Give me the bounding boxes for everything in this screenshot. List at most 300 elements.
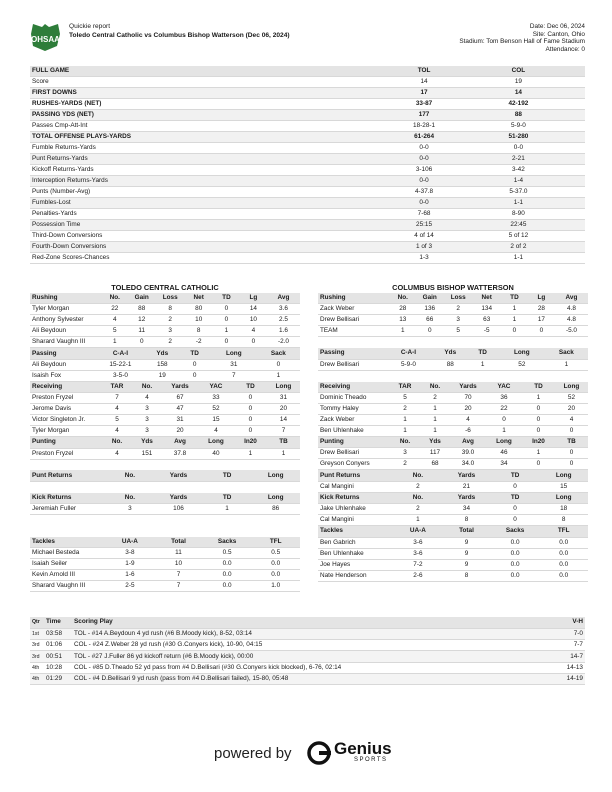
section-header-cell: Kick Returns: [318, 493, 394, 504]
stat-cell: 134: [472, 304, 500, 315]
stat-cell: 1-6: [106, 570, 155, 581]
stat-cell: 63: [472, 315, 500, 326]
section-header-cell: Tackles: [318, 526, 394, 537]
section-header-row: [318, 348, 588, 359]
player-row: [318, 537, 588, 548]
player-row: [318, 504, 588, 515]
section-header-row: [30, 470, 300, 481]
play-qtr: 3rd: [30, 640, 44, 651]
stat-cell: 15: [198, 415, 234, 426]
section-header-cell: Kick Returns: [30, 493, 106, 504]
play-time: 03:58: [44, 628, 72, 639]
stat-cell: 34: [486, 459, 522, 470]
stat-cell: 117: [420, 448, 450, 459]
player-name: Jerome Davis: [30, 404, 102, 415]
player-row: [318, 414, 588, 425]
header-time: Time: [44, 617, 72, 628]
stat-cell: -2.0: [267, 337, 300, 348]
stat-cell: 0.0: [203, 581, 252, 592]
spacer-row: [318, 337, 588, 348]
stat-cell: 1: [102, 337, 127, 348]
section-header-cell: Receiving: [318, 382, 390, 393]
section-header-cell: No.: [390, 437, 420, 448]
header-score: V-H: [545, 617, 585, 628]
stat-cell: 1: [486, 425, 522, 436]
stat-cell: 67: [162, 393, 198, 404]
section-header-cell: TD: [203, 470, 252, 481]
player-name: Sharard Vaughn III: [30, 581, 106, 592]
stat-cell: 3: [156, 326, 184, 337]
stat-label: Penalties-Yards: [30, 209, 396, 220]
player-row: [318, 515, 588, 526]
stat-cell: 0: [234, 415, 267, 426]
player-row: [318, 315, 588, 326]
stat-label: Passes Cmp-Att-Int: [30, 121, 396, 132]
stat-cell: 31: [267, 393, 300, 404]
play-description: COL - #85 D.Theado 52 yd pass from #4 D.Bellisari (#30 G.Conyers kick blocked), 6-76, 02:14: [72, 662, 545, 673]
stat-tol: 14: [396, 77, 452, 88]
section-header-cell: TD: [522, 382, 555, 393]
stat-cell: 14: [240, 304, 267, 315]
stat-cell: 14: [267, 415, 300, 426]
player-row: [30, 404, 300, 415]
stat-cell: 4.8: [555, 304, 588, 315]
player-row: [30, 304, 300, 315]
player-row: [30, 315, 300, 326]
stat-label: Interception Returns-Yards: [30, 176, 396, 187]
stat-cell: 1: [466, 359, 498, 370]
section-header-cell: Gain: [127, 293, 155, 304]
stat-tol: 0-0: [396, 176, 452, 187]
stat-cell: 1: [390, 326, 415, 337]
player-row: [30, 548, 300, 559]
stat-cell: 28: [528, 304, 555, 315]
stat-label: Punts (Number-Avg): [30, 187, 396, 198]
section-header-cell: Punt Returns: [318, 470, 394, 481]
play-score: 7-7: [545, 640, 585, 651]
player-name: Isaish Fox: [30, 370, 95, 381]
away-stat-section: [318, 470, 588, 492]
away-team-title: COLUMBUS BISHOP WATTERSON: [392, 283, 514, 292]
stat-cell: 1: [420, 403, 450, 414]
stat-col: 1-1: [452, 198, 585, 209]
play-score: 14-7: [545, 651, 585, 662]
section-header-row: [318, 526, 588, 537]
summary-row: [30, 121, 585, 132]
stat-label: RUSHES-YARDS (NET): [30, 99, 396, 110]
stat-label: Punt Returns-Yards: [30, 154, 396, 165]
stat-cell: -2: [184, 337, 212, 348]
section-header-cell: No.: [132, 382, 162, 393]
player-name: Drew Bellisari: [318, 448, 390, 459]
section-header-cell: Receiving: [30, 382, 102, 393]
stat-cell: 8: [539, 515, 588, 526]
stat-cell: 9: [442, 537, 491, 548]
stat-cell: -5: [472, 326, 500, 337]
stat-cell: 40: [198, 448, 234, 459]
section-header-cell: Avg: [450, 437, 486, 448]
player-row: [30, 581, 300, 592]
stat-cell: 17: [528, 315, 555, 326]
away-stat-section: [318, 337, 588, 348]
spacer-cell: [30, 526, 300, 537]
stat-cell: 0: [555, 459, 588, 470]
summary-row: [30, 253, 585, 264]
stat-cell: 2: [444, 304, 472, 315]
stat-cell: 3: [132, 415, 162, 426]
spacer-cell: [318, 371, 588, 382]
section-header-cell: Avg: [267, 293, 300, 304]
play-description: TOL - #14 A.Beydoun 4 yd rush (#6 B.Moody kick), 8-52, 03:14: [72, 628, 545, 639]
stat-cell: 1.6: [267, 326, 300, 337]
player-row: [318, 304, 588, 315]
stat-label: PASSING YDS (NET): [30, 110, 396, 121]
play-score: 14-13: [545, 662, 585, 673]
stat-cell: 4: [102, 315, 127, 326]
scoring-plays-table: [30, 617, 585, 685]
player-row: [30, 326, 300, 337]
stat-cell: 31: [162, 415, 198, 426]
home-stat-section: [30, 382, 300, 437]
section-header-row: [318, 437, 588, 448]
section-header-cell: Gain: [415, 293, 443, 304]
section-header-cell: No.: [102, 437, 132, 448]
stat-tol: 1-3: [396, 253, 452, 264]
stat-cell: 0: [522, 459, 555, 470]
player-row: [318, 481, 588, 492]
stat-cell: 0.0: [491, 570, 540, 581]
stat-tol: 33-87: [396, 99, 452, 110]
stat-cell: 0: [178, 359, 210, 370]
stat-cell: 8: [442, 515, 491, 526]
play-description: COL - #4 D.Bellisari 9 yd rush (pass from #4 D.Bellisari failed), 15-80, 05:48: [72, 673, 545, 684]
stat-col: 3-42: [452, 165, 585, 176]
section-header-cell: Yds: [420, 437, 450, 448]
section-header-cell: Yds: [146, 348, 178, 359]
player-name: Nate Henderson: [318, 570, 394, 581]
stat-cell: 1: [257, 370, 300, 381]
stat-cell: 1: [390, 425, 420, 436]
game-title: Toledo Central Catholic vs Columbus Bishop Watterson (Dec 06, 2024): [69, 31, 290, 39]
player-name: Drew Bellisari: [318, 315, 390, 326]
section-header-cell: Net: [472, 293, 500, 304]
section-header-row: [30, 493, 300, 504]
player-name: Victor Singleton Jr.: [30, 415, 102, 426]
stat-col: 2-21: [452, 154, 585, 165]
player-name: Ali Beydoun: [30, 359, 95, 370]
section-header-cell: Sacks: [203, 537, 252, 548]
stat-cell: 0: [555, 425, 588, 436]
away-team-stats: [318, 293, 588, 582]
stat-cell: 4.8: [555, 315, 588, 326]
stat-tol: 0-0: [396, 143, 452, 154]
stat-cell: 20: [267, 404, 300, 415]
home-team-title: TOLEDO CENTRAL CATHOLIC: [111, 283, 219, 292]
section-header-cell: No.: [106, 470, 155, 481]
stat-cell: 0: [213, 337, 240, 348]
scoring-play-row: [30, 662, 585, 673]
summary-header-row: [30, 66, 585, 77]
stat-cell: 4: [240, 326, 267, 337]
section-header-cell: TB: [555, 437, 588, 448]
section-header-row: [30, 382, 300, 393]
game-site: Site: Canton, Ohio: [532, 30, 585, 38]
title-block: [69, 23, 290, 40]
section-header-row: [318, 470, 588, 481]
stat-cell: 0: [522, 425, 555, 436]
stat-label: Red-Zone Scores-Chances: [30, 253, 396, 264]
section-header-cell: TD: [466, 348, 498, 359]
section-header-row: [30, 437, 300, 448]
player-row: [30, 504, 300, 515]
stat-cell: 3-5-0: [95, 370, 146, 381]
stat-cell: 158: [146, 359, 178, 370]
stat-cell: 80: [184, 304, 212, 315]
scoring-play-row: [30, 651, 585, 662]
stat-cell: 7-2: [394, 559, 443, 570]
scoring-play-row: [30, 640, 585, 651]
section-header-cell: In20: [234, 437, 267, 448]
section-header-cell: TD: [491, 470, 540, 481]
play-score: 14-19: [545, 673, 585, 684]
stat-cell: 7: [154, 581, 203, 592]
player-name: Cal Mangini: [318, 481, 394, 492]
play-time: 01:06: [44, 640, 72, 651]
stat-cell: 3: [106, 504, 155, 515]
stat-tol: 0-0: [396, 154, 452, 165]
stat-label: Fourth-Down Conversions: [30, 242, 396, 253]
summary-row: [30, 209, 585, 220]
home-stat-section: [30, 470, 300, 481]
stat-label: Possession Time: [30, 220, 396, 231]
section-header-cell: YAC: [198, 382, 234, 393]
stat-cell: 31: [211, 359, 257, 370]
spacer-row: [30, 460, 300, 471]
logo-text: OHSAA: [31, 35, 60, 44]
section-header-cell: C-A-I: [95, 348, 146, 359]
stat-cell: -6: [450, 425, 486, 436]
section-header-cell: Long: [555, 382, 588, 393]
spacer-cell: [30, 482, 300, 493]
stat-cell: 1-9: [106, 559, 155, 570]
stat-cell: 5: [102, 326, 127, 337]
player-name: Joe Hayes: [318, 559, 394, 570]
stat-cell: 2-5: [106, 581, 155, 592]
stat-cell: 0: [491, 481, 540, 492]
stat-cell: 4: [102, 448, 132, 459]
stat-cell: 4: [102, 404, 132, 415]
play-score: 7-0: [545, 628, 585, 639]
scoring-play-row: [30, 673, 585, 684]
scoring-play-row: [30, 628, 585, 639]
stat-cell: 12: [127, 315, 155, 326]
summary-row: [30, 132, 585, 143]
home-stat-section: [30, 482, 300, 493]
stat-cell: 1: [394, 515, 443, 526]
player-row: [30, 448, 300, 459]
section-header-cell: Passing: [30, 348, 95, 359]
home-stat-section: [30, 515, 300, 526]
section-header-cell: No.: [394, 493, 443, 504]
section-header-cell: Yards: [442, 470, 491, 481]
stat-cell: 10: [154, 559, 203, 570]
player-row: [318, 459, 588, 470]
stat-cell: 2: [156, 337, 184, 348]
stat-col: 1-1: [452, 253, 585, 264]
stat-cell: 37.8: [162, 448, 198, 459]
stat-cell: 0: [486, 414, 522, 425]
stat-tol: 3-106: [396, 165, 452, 176]
home-stat-section: [30, 460, 300, 471]
stat-cell: 1: [267, 448, 300, 459]
player-name: Sharard Vaughn III: [30, 337, 102, 348]
summary-row: [30, 176, 585, 187]
stat-cell: 66: [415, 315, 443, 326]
player-row: [30, 570, 300, 581]
summary-row: [30, 88, 585, 99]
stat-cell: 0.0: [491, 548, 540, 559]
footer: [0, 735, 612, 775]
ohsaa-logo-icon: [29, 22, 62, 52]
section-header-cell: Total: [154, 537, 203, 548]
player-name: Preston Fryzel: [30, 393, 102, 404]
section-header-row: [30, 348, 300, 359]
stat-cell: 1: [203, 504, 252, 515]
spacer-cell: [30, 515, 300, 526]
stat-cell: 0.0: [539, 570, 588, 581]
player-name: Tyler Morgan: [30, 426, 102, 437]
section-header-cell: Sack: [257, 348, 300, 359]
play-time: 10:28: [44, 662, 72, 673]
powered-by-text: powered by: [214, 745, 292, 762]
section-header-cell: Punting: [318, 437, 390, 448]
play-qtr: 3rd: [30, 651, 44, 662]
stat-cell: 68: [420, 459, 450, 470]
stat-cell: 3: [132, 404, 162, 415]
stat-tol: 25:15: [396, 220, 452, 231]
player-row: [30, 559, 300, 570]
player-row: [318, 392, 588, 403]
section-header-cell: Long: [486, 437, 522, 448]
stat-cell: 2-6: [394, 570, 443, 581]
stat-cell: 2: [420, 392, 450, 403]
player-name: Greyson Conyers: [318, 459, 390, 470]
header-qtr: Qtr: [30, 617, 44, 628]
header-play: Scoring Play: [72, 617, 545, 628]
stat-cell: 4: [198, 426, 234, 437]
section-header-cell: TD: [234, 382, 267, 393]
stat-tol: 4-37.8: [396, 187, 452, 198]
home-team-stats: [30, 293, 300, 592]
section-header-cell: TD: [491, 493, 540, 504]
stat-cell: 2: [394, 504, 443, 515]
stat-cell: 0: [234, 426, 267, 437]
stat-label: FIRST DOWNS: [30, 88, 396, 99]
player-name: Michael Besteda: [30, 548, 106, 559]
stat-cell: 1: [501, 315, 528, 326]
player-name: Jeremiah Fuller: [30, 504, 106, 515]
stat-label: TOTAL OFFENSE PLAYS-YARDS: [30, 132, 396, 143]
player-name: Ali Beydoun: [30, 326, 102, 337]
play-description: COL - #24 Z.Weber 28 yd rush (#30 G.Conyers kick), 10-90, 04:15: [72, 640, 545, 651]
section-header-cell: Avg: [162, 437, 198, 448]
player-name: Ben Uhlenhake: [318, 425, 390, 436]
player-name: Isaiah Seiler: [30, 559, 106, 570]
stat-cell: 151: [132, 448, 162, 459]
stat-cell: 52: [499, 359, 545, 370]
section-header-cell: No.: [106, 493, 155, 504]
spacer-row: [30, 482, 300, 493]
stat-cell: 3: [390, 448, 420, 459]
stat-cell: 88: [434, 359, 466, 370]
stat-cell: 10: [184, 315, 212, 326]
player-name: Anthony Sylvester: [30, 315, 102, 326]
player-row: [30, 415, 300, 426]
play-qtr: 4th: [30, 662, 44, 673]
section-header-cell: Tackles: [30, 537, 106, 548]
stat-cell: 7: [154, 570, 203, 581]
stat-cell: 70: [450, 392, 486, 403]
stat-cell: 0.5: [203, 548, 252, 559]
away-stat-section: [318, 437, 588, 470]
stat-cell: 88: [127, 304, 155, 315]
stat-cell: -5.0: [555, 326, 588, 337]
stat-cell: 0: [415, 326, 443, 337]
stat-cell: 22: [102, 304, 127, 315]
player-row: [318, 570, 588, 581]
summary-row: [30, 110, 585, 121]
section-header-cell: TFL: [539, 526, 588, 537]
stat-col: 19: [452, 77, 585, 88]
player-name: Kevin Arnold III: [30, 570, 106, 581]
stat-cell: 1: [545, 359, 588, 370]
stat-tol: 1 of 3: [396, 242, 452, 253]
section-header-cell: YAC: [486, 382, 522, 393]
stat-cell: 0.0: [251, 570, 300, 581]
stat-tol: 17: [396, 88, 452, 99]
stat-cell: 5: [444, 326, 472, 337]
stat-cell: 11: [154, 548, 203, 559]
section-header-cell: TB: [267, 437, 300, 448]
section-header-cell: Total: [442, 526, 491, 537]
stat-tol: 18-28-1: [396, 121, 452, 132]
stat-cell: 36: [486, 392, 522, 403]
stat-cell: 3.6: [267, 304, 300, 315]
play-time: 00:51: [44, 651, 72, 662]
section-header-cell: Rushing: [30, 293, 102, 304]
summary-row: [30, 165, 585, 176]
away-stat-section: [318, 293, 588, 337]
home-stat-section: [30, 526, 300, 537]
player-row: [30, 426, 300, 437]
section-header-row: [318, 382, 588, 393]
stat-cell: 52: [198, 404, 234, 415]
player-name: Dominic Theado: [318, 392, 390, 403]
stat-col: 0-0: [452, 143, 585, 154]
section-header-cell: Yards: [162, 382, 198, 393]
summary-header-tol: TOL: [396, 66, 452, 77]
stat-cell: 0: [234, 404, 267, 415]
stat-cell: 0.0: [203, 559, 252, 570]
stat-cell: 0: [491, 504, 540, 515]
home-stat-section: [30, 493, 300, 515]
stat-cell: 0: [178, 370, 210, 381]
player-row: [318, 425, 588, 436]
stat-cell: 0.0: [539, 548, 588, 559]
player-row: [318, 326, 588, 337]
stat-cell: 0.5: [251, 548, 300, 559]
section-header-cell: TAR: [102, 382, 132, 393]
